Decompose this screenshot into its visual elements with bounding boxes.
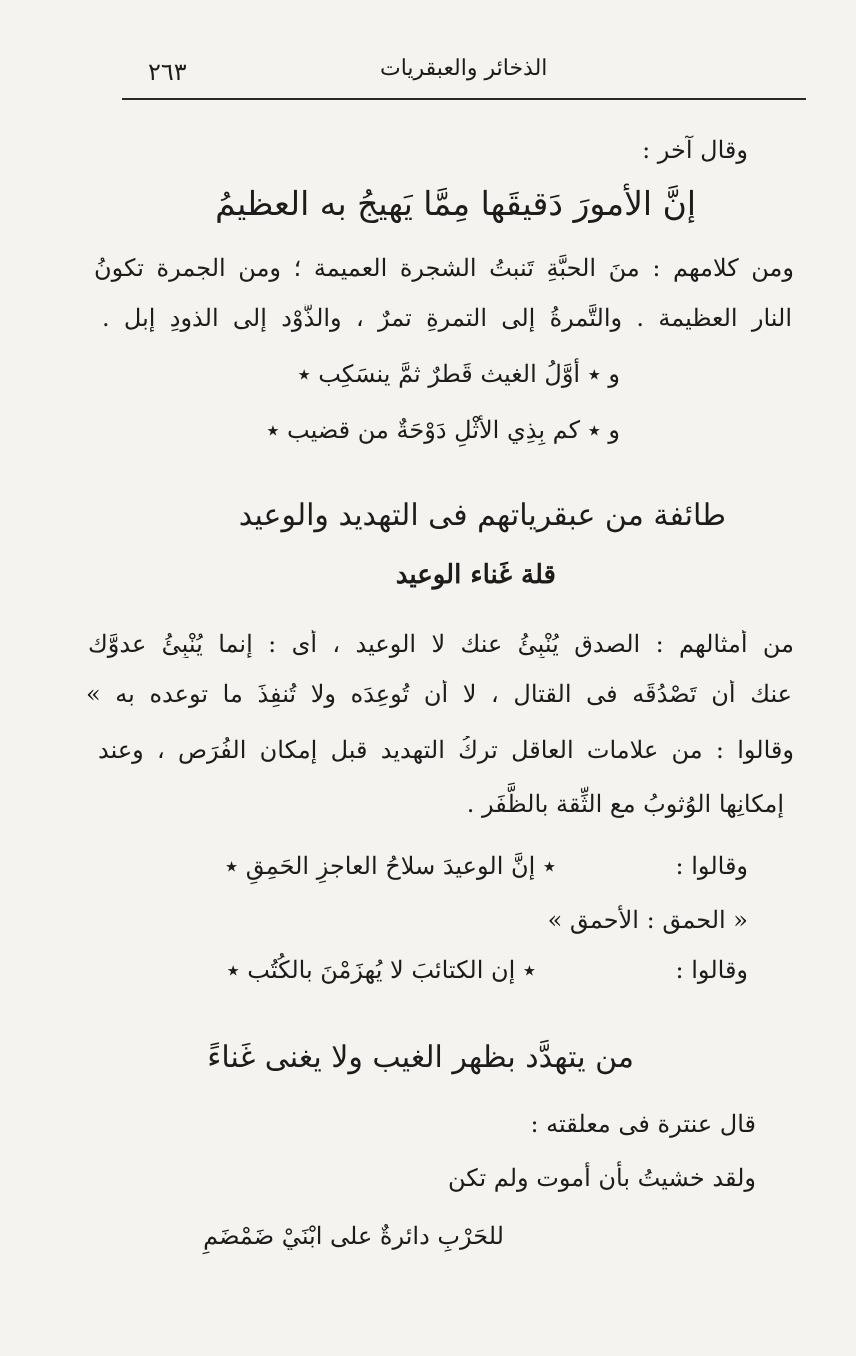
text-line-2: قال عنترة فى معلقته : <box>530 1110 756 1138</box>
paragraph-line-4: عنك أن تَصْدُقَه فى القتال ، لا أن تُوعِدَه ولا تُنفِذَ ما توعده به » <box>86 680 792 708</box>
paragraph-line-6: إمكانِها الوُثوبُ مع الثِّقة بالظَّفَر . <box>466 790 784 818</box>
saying-label-2: وقالوا : <box>675 956 748 984</box>
saying-text-1: ٭ إنَّ الوعيدَ سلاحُ العاجزِ الحَمِقِ ٭ <box>225 852 556 880</box>
header-rule <box>122 98 806 100</box>
running-header-title: الذخائر والعبقريات <box>380 56 548 81</box>
section-heading: طائفة من عبقرياتهم فى التهديد والوعيد <box>238 498 726 533</box>
saying-label-1: وقالوا : <box>675 852 748 880</box>
verse-line-1: إنَّ الأمورَ دَقيقَها مِمَّا يَهيجُ به العظيمُ <box>215 184 696 223</box>
subsection-heading-1: قلة غَناء الوعيد <box>395 560 556 590</box>
proverb-line-1: و ٭ أوَّلُ الغيث قَطرٌ ثمَّ ينسَكِب ٭ <box>297 360 620 388</box>
paragraph-line-2: النار العظيمة . والتَّمرةُ إلى التمرةِ تمرٌ ، والذَّوْد إلى الذودِ إبل . <box>102 304 792 332</box>
gloss-line: « الحمق : الأحمق » <box>547 906 748 934</box>
poem-hemistich-2: للحَرْبِ دائرةٌ على ابْنَيْ ضَمْضَمِ <box>203 1222 504 1250</box>
paragraph-line-3: من أمثالهم : الصدق يُنْبِئُ عنك لا الوعيد ، أى : إنما يُنْبِئُ عدوَّك <box>88 630 794 658</box>
page-number: ٢٦٣ <box>148 58 187 86</box>
paragraph-line-5: وقالوا : من علامات العاقل تركُ التهديد قبل إمكان الفُرَص ، وعند <box>98 736 794 764</box>
proverb-line-2: و ٭ كم بِذِي الأثْلِ دَوْحَةٌ من قضيب ٭ <box>266 416 620 444</box>
paragraph-line-1: ومن كلامهم : منَ الحبَّةِ تَنبتُ الشجرة العميمة ؛ ومن الجمرة تكونُ <box>94 254 794 282</box>
poem-hemistich-1: ولقد خشيتُ بأن أموت ولم تكن <box>447 1164 756 1192</box>
subsection-heading-2: من يتهدَّد بظهر الغيب ولا يغنى غَناءً <box>207 1040 634 1075</box>
text-line-1: وقال آخر : <box>642 136 748 164</box>
saying-text-2: ٭ إن الكتائبَ لا يُهزَمْنَ بالكُتُب ٭ <box>226 956 536 984</box>
